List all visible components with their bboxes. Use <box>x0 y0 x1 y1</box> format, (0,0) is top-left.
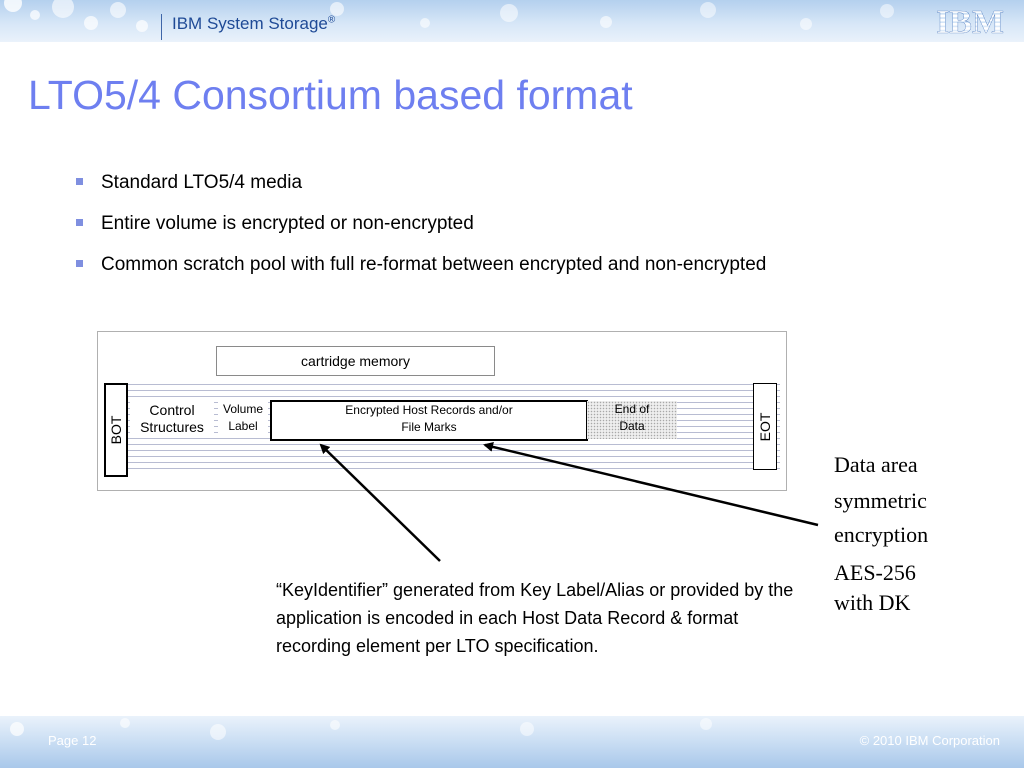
bullet-item: Common scratch pool with full re-format between encrypted and non-encrypted <box>76 254 766 295</box>
control-structures-label: Control Structures <box>130 402 214 436</box>
svg-text:IBM: IBM <box>936 4 1004 40</box>
header-brand: IBM System Storage® <box>172 14 336 33</box>
page-title: LTO5/4 Consortium based format <box>28 72 633 118</box>
symmetric-label: symmetric <box>834 488 927 513</box>
dk-label: with DK <box>834 590 911 615</box>
bullet-item: Entire volume is encrypted or non-encrypted <box>76 213 766 254</box>
tape-format-diagram <box>97 331 787 491</box>
header-separator <box>161 14 162 40</box>
footer-bar <box>0 716 1024 768</box>
bullet-square-icon <box>76 178 83 185</box>
bullet-list <box>76 172 766 295</box>
data-area-label: Data area <box>834 452 918 477</box>
encryption-label: encryption <box>834 522 929 547</box>
cartridge-memory-box: cartridge memory <box>216 346 495 376</box>
bullet-square-icon <box>76 260 83 267</box>
ibm-logo <box>929 2 1011 40</box>
bot-marker: BOT <box>104 383 128 477</box>
end-of-data-box: End of Data <box>587 401 677 439</box>
header-bar <box>0 0 1024 42</box>
encrypted-records-box: Encrypted Host Records and/or File Marks <box>270 400 588 441</box>
aes-label: AES-256 <box>834 560 916 585</box>
eot-marker: EOT <box>753 383 777 470</box>
page-number: Page 12 <box>48 733 97 748</box>
copyright: © 2010 IBM Corporation <box>859 733 1000 748</box>
volume-label-box: Volume Label <box>218 401 268 437</box>
keyidentifier-note: “KeyIdentifier” generated from Key Label/Alias or provided by the application is encoded in each Host Data Record & format recording element per LTO specification. <box>276 580 794 656</box>
bullet-item: Standard LTO5/4 media <box>76 172 766 213</box>
bullet-square-icon <box>76 219 83 226</box>
